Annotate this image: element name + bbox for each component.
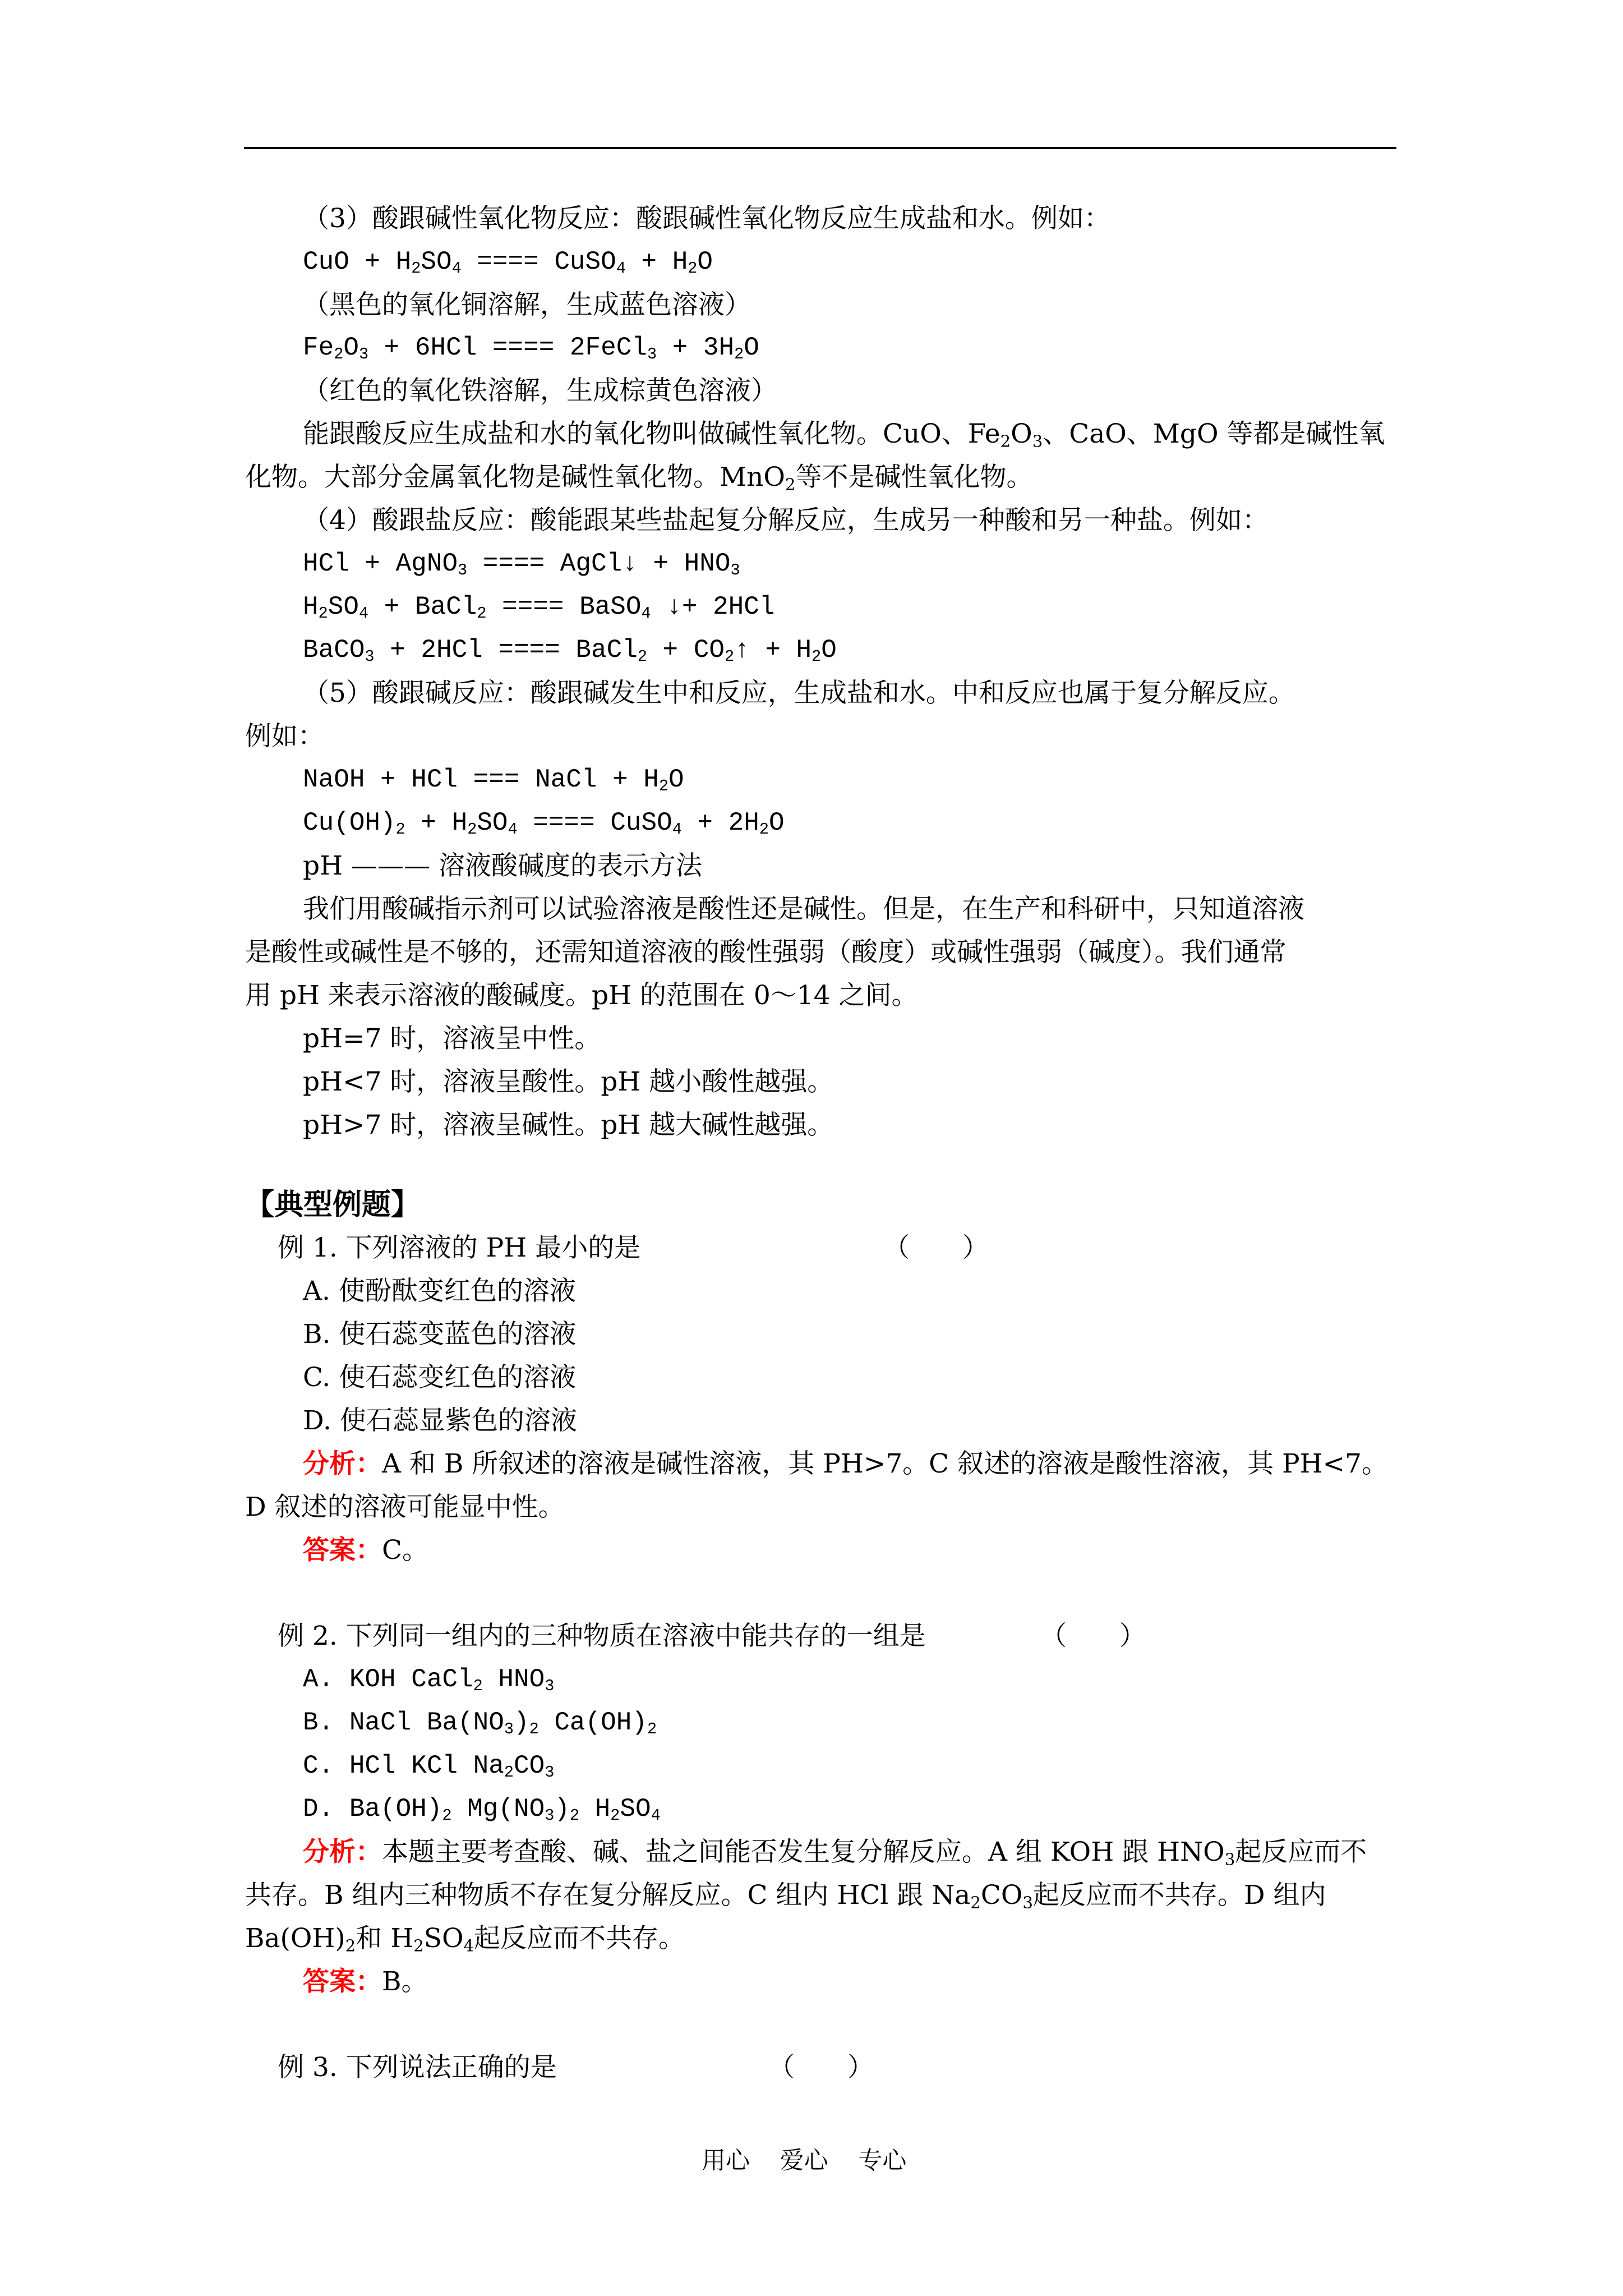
- page-footer: 用心 爱心 专心: [702, 2147, 907, 2175]
- text: 化物。大部分金属氧化物是碱性氧化物。MnO: [245, 462, 785, 493]
- example-1-answer-paren: （ ）: [883, 1232, 989, 1263]
- equation-bacl2: $H_2SO_4$ + BaCl$_2$ ==== BaSO$_4$ ↓+ 2HCl: [303, 592, 775, 623]
- text: A 和 B 所叙述的溶液是碱性溶液，其 PH>7。C 叙述的溶液是酸性溶液，其 PH<7。: [382, 1448, 1388, 1479]
- example-1-analysis-line1: [303, 1447, 1388, 1481]
- header-rule: [244, 147, 1396, 149]
- example-2-option-c: C. HCl KCl $Na_2CO_3$: [303, 1751, 555, 1782]
- equation-baco3: BaCO$_3$ + 2HCl ==== BaCl$_2$ + $CO_2↑ + H_2O$: [303, 636, 837, 666]
- analysis-label: 分析：: [303, 1837, 382, 1867]
- examples-heading: 【典型例题】: [245, 1188, 421, 1222]
- example-2-analysis-line3: $Ba(OH)_2$和 $H_2SO_4$起反应而不共存。: [245, 1923, 685, 1955]
- ph-rule-neutral: pH=7 时，溶液呈中性。: [303, 1023, 601, 1054]
- example-1-option-b: B. 使石蕊变蓝色的溶液: [303, 1319, 577, 1350]
- example-2-question: 例 2. 下列同一组内的三种物质在溶液中能共存的一组是: [278, 1621, 926, 1651]
- equation-cuoh2: $Cu(OH)_2 + H_2SO_4$ ==== CuSO$_4$ + $2H_2O$: [303, 808, 785, 839]
- example-2-option-a: A. KOH CaCl$_2$ $HNO_3$: [303, 1665, 555, 1696]
- text: O: [1011, 418, 1032, 449]
- example-2-option-d: D. $Ba(OH)_2$ $Mg(NO_3)_2$ $H_2SO_4$: [303, 1795, 661, 1825]
- example-1-analysis-line2: D 叙述的溶液可能显中性。: [245, 1492, 565, 1522]
- equation-fe2o3: $Fe_2O_3 + 6HCl$ ==== 2FeCl$_3$ + $3H_2O$: [303, 333, 759, 364]
- example-2-option-b: B. NaCl $Ba(NO_3)_2$ $Ca(OH)_2$: [303, 1708, 657, 1739]
- ph-title: pH ——— 溶液酸碱度的表示方法: [303, 850, 702, 881]
- text: Ba(OH): [245, 1923, 345, 1954]
- ph-para-line2: 是酸性或碱性是不够的，还需知道溶液的酸性强弱（酸度）或碱性强弱（碱度）。我们通常: [245, 937, 1287, 968]
- equation-agno3: HCl + AgNO$_3$ ==== AgCl↓ + $HNO_3$: [303, 549, 740, 580]
- equation-cuo: CuO + $H_2SO_4$ ==== CuSO$_4$ + $H_2O$: [303, 247, 713, 278]
- example-1-option-d: D. 使石蕊显紫色的溶液: [303, 1405, 577, 1436]
- text: 起反应而不: [1235, 1837, 1367, 1867]
- note-cuo: （黑色的氧化铜溶解，生成蓝色溶液）: [303, 289, 751, 320]
- section-5-heading: （5）酸跟碱反应：酸跟碱发生中和反应，生成盐和水。中和反应也属于复分解反应。: [303, 678, 1295, 708]
- example-2-answer: [303, 1965, 428, 1999]
- example-1-answer: [303, 1534, 428, 1567]
- example-2-answer-paren: （ ）: [1040, 1621, 1146, 1651]
- text: 本题主要考查酸、碱、盐之间能否发生复分解反应。A 组 KOH 跟 HNO: [382, 1837, 1225, 1867]
- text: 起反应而不共存。: [474, 1923, 685, 1954]
- example-2-analysis-line1: 分析：本题主要考查酸、碱、盐之间能否发生复分解反应。A 组 KOH 跟 $HNO_3$起反应而不: [303, 1837, 1367, 1869]
- text: 和 H: [356, 1923, 414, 1954]
- example-1-option-a: A. 使酚酞变红色的溶液: [303, 1276, 576, 1306]
- text: 等不是碱性氧化物。: [795, 462, 1033, 493]
- ph-rule-acidic: pH<7 时，溶液呈酸性。pH 越小酸性越强。: [303, 1066, 834, 1097]
- ph-para-line1: 我们用酸碱指示剂可以试验溶液是酸性还是碱性。但是，在生产和科研中，只知道溶液: [303, 894, 1304, 924]
- answer-label: 答案：: [303, 1966, 382, 1997]
- text: 起反应而不共存。D 组内: [1032, 1880, 1326, 1911]
- analysis-label: 分析：: [303, 1448, 382, 1479]
- ph-rule-basic: pH>7 时，溶液呈碱性。pH 越大碱性越强。: [303, 1110, 834, 1140]
- para-basic-oxide-line2: 化物。大部分金属氧化物是碱性氧化物。MnO$_2$等不是碱性氧化物。: [245, 462, 1033, 494]
- equation-naoh: NaOH + HCl === NaCl + $H_2O$: [303, 765, 684, 796]
- example-3-question: 例 3. 下列说法正确的是: [278, 2052, 557, 2083]
- text: 能跟酸反应生成盐和水的氧化物叫做碱性氧化物。CuO、Fe: [303, 418, 1000, 449]
- note-fe2o3: （红色的氧化铁溶解，生成棕黄色溶液）: [303, 375, 777, 406]
- text: CO: [980, 1880, 1023, 1911]
- example-1-question: [278, 1231, 640, 1265]
- text: 、CaO、MgO 等都是碱性氧: [1043, 418, 1385, 449]
- text: C。: [382, 1535, 428, 1566]
- answer-label: 答案：: [303, 1535, 382, 1566]
- example-3-answer-paren: （ ）: [768, 2052, 874, 2083]
- text: 例 1. 下列溶液的 PH 最小的是: [278, 1232, 641, 1263]
- section-5-heading-cont: 例如：: [245, 721, 324, 752]
- text: B。: [382, 1966, 428, 1997]
- ph-para-line3: 用 pH 来表示溶液的酸碱度。pH 的范围在 0～14 之间。: [245, 980, 918, 1011]
- example-1-option-c: C. 使石蕊变红色的溶液: [303, 1362, 577, 1393]
- section-4-heading: （4）酸跟盐反应：酸能跟某些盐起复分解反应，生成另一种酸和另一种盐。例如：: [303, 505, 1269, 536]
- text: SO: [423, 1923, 464, 1954]
- section-3-heading: （3）酸跟碱性氧化物反应：酸跟碱性氧化物反应生成盐和水。例如：: [303, 203, 1110, 234]
- text: 共存。B 组内三种物质不存在复分解反应。C 组内 HCl 跟 Na: [245, 1880, 971, 1911]
- para-basic-oxide-line1: 能跟酸反应生成盐和水的氧化物叫做碱性氧化物。CuO、$Fe_2O_3$、CaO、MgO 等都是碱性氧: [303, 418, 1385, 451]
- example-2-analysis-line2: 共存。B 组内三种物质不存在复分解反应。C 组内 HCl 跟 $Na_2CO_3$起反应而不共存。D 组内: [245, 1880, 1326, 1912]
